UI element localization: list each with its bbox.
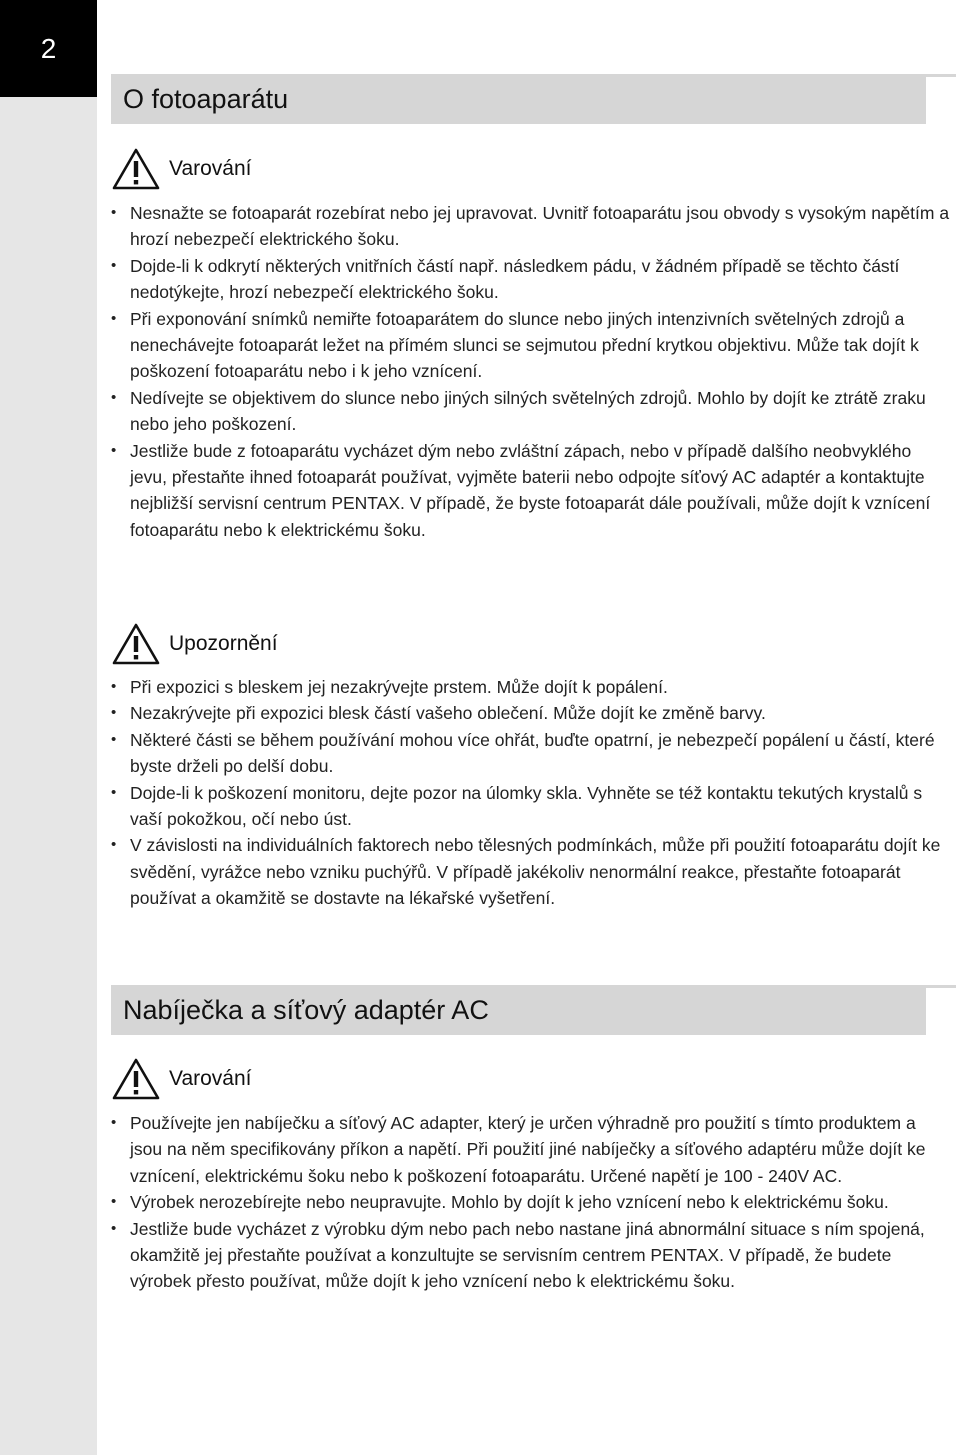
subhead-label: Varování	[169, 157, 252, 180]
list-item: • Při expozici s bleskem jej nezakrývejte prstem. Může dojít k popálení.	[111, 674, 951, 700]
list-item: • Nezakrývejte při expozici blesk částí vašeho oblečení. Může dojít ke změně barvy.	[111, 700, 951, 726]
subhead-label: Upozornění	[169, 632, 278, 655]
section-title: Nabíječka a síťový adaptér AC	[123, 995, 489, 1025]
list-item: • Používejte jen nabíječku a síťový AC adapter, který je určen výhradně pro použití s tímto produktem a jsou na něm specifikovány příkon a napětí. Při použití jiné nabíječky a síťového adaptéru může dojít ke vznícení, elektrickému šoku nebo k poškození fotoaparátu. Určené napětí je 100 - 240V AC.	[111, 1110, 951, 1189]
caution-list	[111, 674, 951, 912]
section-header-camera	[111, 74, 926, 124]
list-item: • Některé části se během používání mohou více ohřát, buďte opatrní, je nebezpečí popálení u částí, které byste drželi po delší dobu.	[111, 727, 951, 780]
warning-list	[111, 200, 951, 543]
list-item: • Jestliže bude z fotoaparátu vycházet dým nebo zvláštní zápach, nebo v případě dalšího neobvyklého jevu, přestaňte ihned fotoaparát používat, vyjměte baterii nebo odpojte síťový AC adaptér a kontaktujte nejbližší servisní centrum PENTAX. V případě, že byste fotoaparát dále používali, může dojít k vznícení fotoaparátu nebo k elektrickému šoku.	[111, 438, 951, 544]
left-margin-strip	[0, 0, 97, 1455]
page-number: 2	[0, 0, 97, 97]
list-item: • Nedívejte se objektivem do slunce nebo jiných silných světelných zdrojů. Mohlo by dojít ke ztrátě zraku nebo jeho poškození.	[111, 385, 951, 438]
list-item: • V závislosti na individuálních faktorech nebo tělesných podmínkách, může při použití fotoaparátu dojít ke svědění, vyrážce nebo vzniku puchýřů. V případě jakékoliv nenormální reakce, přestaňte fotoaparát používat a okamžitě se dostavte na lékařské vyšetření.	[111, 832, 951, 911]
charger-warning-list	[111, 1110, 951, 1295]
warning-triangle-icon	[111, 1057, 161, 1101]
list-item: • Jestliže bude vycházet z výrobku dým nebo pach nebo nastane jiná abnormální situace s ním spojená, okamžitě jej přestaňte používat a konzultujte se servisním centrem PENTAX. V případě, že budete výrobek přesto používat, může dojít k jeho vznícení nebo k elektrickému šoku.	[111, 1216, 951, 1295]
warning-triangle-icon	[111, 147, 161, 191]
list-item: • Nesnažte se fotoaparát rozebírat nebo jej upravovat. Uvnitř fotoaparátu jsou obvody s vysokým napětím a hrozí nebezpečí elektrického šoku.	[111, 200, 951, 253]
header-tick	[926, 985, 956, 988]
section-title: O fotoaparátu	[123, 84, 289, 114]
header-tick	[926, 74, 956, 77]
list-item: • Dojde-li k odkrytí některých vnitřních částí např. následkem pádu, v žádném případě se těchto částí nedotýkejte, hrozí nebezpečí elektrického šoku.	[111, 253, 951, 306]
warning-triangle-icon	[111, 622, 161, 666]
subhead-label: Varování	[169, 1067, 252, 1090]
list-item: • Dojde-li k poškození monitoru, dejte pozor na úlomky skla. Vyhněte se též kontaktu tekutých krystalů s vaší pokožkou, očí nebo úst.	[111, 780, 951, 833]
section-header-charger	[111, 985, 926, 1035]
list-item: • Výrobek nerozebírejte nebo neupravujte. Mohlo by dojít k jeho vznícení nebo k elektrickému šoku.	[111, 1189, 951, 1215]
list-item: • Při exponování snímků nemiřte fotoaparátem do slunce nebo jiných intenzivních světelných zdrojů a nenechávejte fotoaparát ležet na přímém slunci se sejmutou přední krytkou objektivu. Může tak dojít k poškození fotoaparátu nebo i k jeho vznícení.	[111, 306, 951, 385]
